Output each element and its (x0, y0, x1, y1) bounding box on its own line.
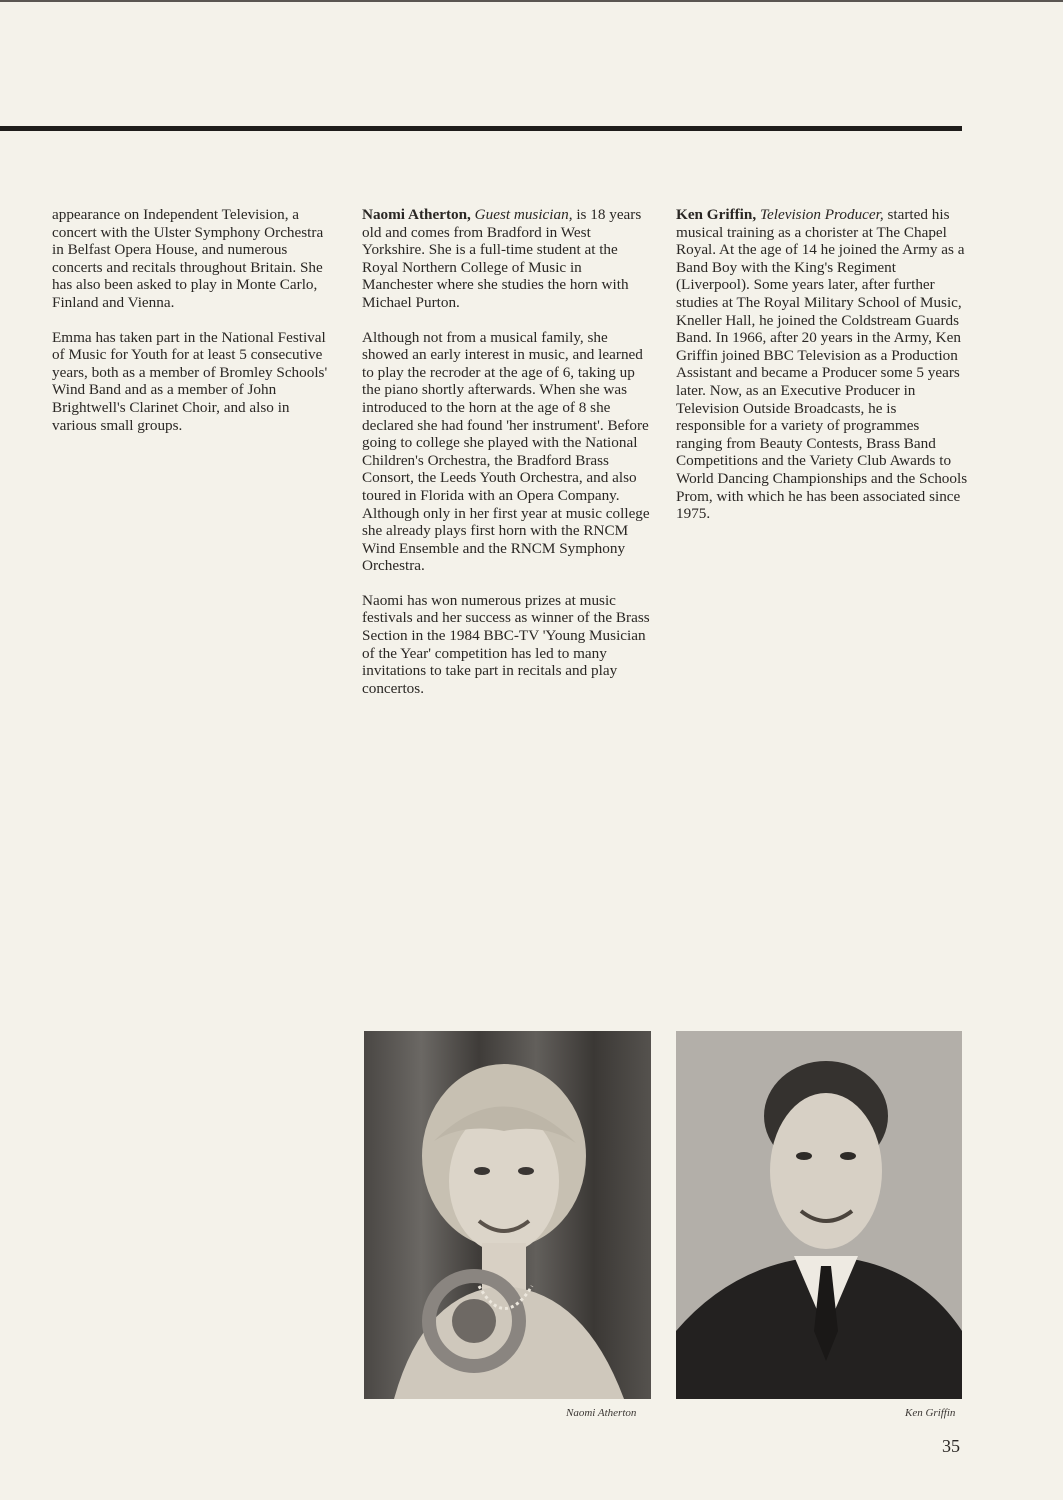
photo-naomi-atherton (364, 1031, 651, 1399)
photo-ken-griffin (676, 1031, 962, 1399)
paragraph-naomi-intro (362, 206, 655, 312)
caption-ken-griffin: Ken Griffin (905, 1407, 956, 1419)
column-middle (362, 206, 655, 714)
naomi-intro-text: is 18 years old and comes from Bradford in West Yorkshire. She is a full-time student at the Royal Northern College of Music in Manchester where she studies the horn with Michael Purton. (362, 206, 642, 311)
page-top-edge (0, 0, 1063, 2)
paragraph-naomi-3: Naomi has won numerous prizes at music festivals and her success as winner of the Brass Section in the 1984 BBC-TV 'Young Musician of the Year' competition has led to many invitations to take part in recitals and play concertos. (362, 591, 650, 697)
naomi-name: Naomi Atherton, (362, 206, 471, 223)
portrait-woman-with-horn (364, 1031, 651, 1399)
ken-name: Ken Griffin, (676, 206, 757, 223)
column-right (676, 206, 969, 540)
paragraph-emma-1: appearance on Independent Television, a concert with the Ulster Symphony Orchestra in Belfast Opera House, and numerous concerts and recitals throughout Britain. She has also been asked to play in Monte Carlo, Finland and Vienna. (52, 206, 324, 311)
page-number: 35 (942, 1436, 960, 1456)
header-rule (0, 126, 962, 131)
ken-intro-text: started his musical training as a chorister at The Chapel Royal. At the age of 14 he joined the Army as a Band Boy with the King's Regiment (Liverpool). Some years later, after further studies at The Royal Military School of Music, Kneller Hall, he joined the Coldstream Guards Band. In 1966, after 20 years in the Army, Ken Griffin joined BBC Television as a Production Assistant and became a Producer some 5 years later. Now, as an Executive Producer in Television Outside Broadcasts, he is responsible for a variety of programmes ranging from Beauty Contests, Brass Band Competitions and the Variety Club Awards to World Dancing Championships and the Schools Prom, with which he has been associated since 1975. (676, 206, 968, 523)
naomi-role: Guest musician, (474, 206, 573, 223)
paragraph-emma-2: Emma has taken part in the National Festival of Music for Youth for at least 5 consecutive years, both as a member of Bromley Schools' Wind Band and as a member of John Brightwell's Clarinet Choir, and also in various small groups. (52, 328, 328, 434)
column-left (52, 206, 337, 451)
caption-naomi-atherton: Naomi Atherton (566, 1407, 637, 1419)
ken-role: Television Producer, (759, 206, 884, 223)
portrait-man-in-suit (676, 1031, 962, 1399)
paragraph-ken-intro (676, 206, 969, 523)
paragraph-naomi-2: Although not from a musical family, she showed an early interest in music, and learned to play the recroder at the age of 6, taking up the piano shortly afterwards. When she was introduced to the horn at the age of 8 she declared she had found 'her instrument'. Before going to college she played with the National Children's Orchestra, the Bradford Brass Consort, the Leeds Youth Orchestra, and also toured in Florida with an Opera Company. Although only in her first year at music college she already plays first horn with the RNCM Wind Ensemble and the RNCM Symphony Orchestra. (362, 328, 650, 575)
